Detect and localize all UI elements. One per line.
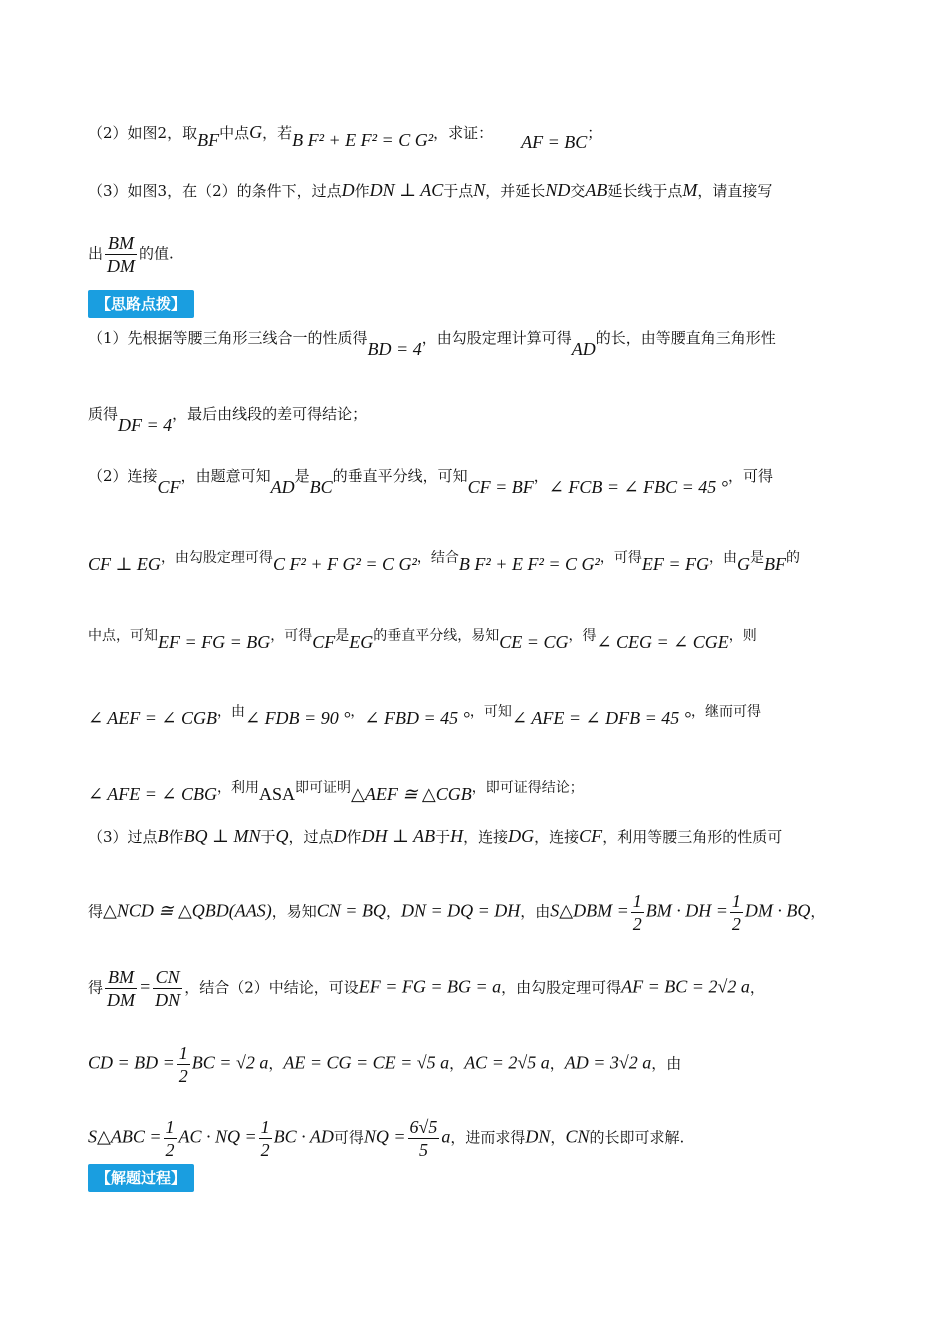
math: CN = BQ xyxy=(316,900,386,921)
math: ASA xyxy=(258,784,295,804)
math: S△ABC = xyxy=(88,1126,162,1147)
math: BF xyxy=(764,554,787,574)
text: ，由 xyxy=(216,704,245,720)
math: BC xyxy=(309,477,333,497)
text: ， xyxy=(350,704,365,720)
math: △AEF ≅ △CGB xyxy=(351,784,472,804)
math: ND xyxy=(545,180,571,200)
text: ，进而求得 xyxy=(450,1128,526,1147)
math: EG xyxy=(349,632,374,652)
text: ，由勾股定理可得 xyxy=(501,978,622,997)
text: ，易知 xyxy=(271,902,317,921)
math: ∠ AFE = ∠ DFB = 45 ° xyxy=(511,708,691,728)
text: 是 xyxy=(335,628,350,644)
text: 可得 xyxy=(333,1128,364,1147)
text: ，利用等腰三角形的性质可 xyxy=(602,828,783,846)
hint-part-3-line-3 xyxy=(88,966,862,1011)
text: 质得 xyxy=(88,405,119,423)
text: ，由 xyxy=(651,1054,682,1073)
fraction: $\frac{CN}{DN}$ xyxy=(155,967,181,1010)
math: ∠ FBD = 45 ° xyxy=(364,708,470,728)
text: 出 xyxy=(88,244,104,263)
text: 是 xyxy=(294,467,310,485)
math: AF = BC = 2√2 a xyxy=(621,976,750,997)
fraction: $\frac{1}{2}$ xyxy=(731,891,741,934)
question-part-2 xyxy=(88,122,862,152)
math: B F² + E F² = C G² xyxy=(292,130,434,150)
text: ， xyxy=(549,1054,565,1073)
text: 得 xyxy=(88,902,104,921)
math: CF xyxy=(312,632,336,652)
text: （2）如图2，取 xyxy=(88,124,198,142)
text: ， xyxy=(268,1054,284,1073)
text: ，由勾股定理计算可得 xyxy=(421,329,572,347)
math: AC · NQ = xyxy=(178,1126,257,1147)
text: ，连接 xyxy=(463,828,509,846)
math: BQ ⊥ MN xyxy=(183,826,261,846)
math: DF = 4 xyxy=(118,415,173,435)
text: 中点 xyxy=(219,124,250,142)
math: B F² + E F² = C G² xyxy=(458,554,600,574)
hint-part-3-line-2 xyxy=(88,890,862,935)
text: ，则 xyxy=(728,628,757,644)
math: CN xyxy=(565,1126,590,1147)
math: DG xyxy=(508,826,535,846)
text: 的值. xyxy=(139,244,174,263)
text: 中点，可知 xyxy=(88,628,158,644)
math: ∠ CEG = ∠ CGE xyxy=(596,632,729,652)
text: 的垂直平分线，可知 xyxy=(332,467,468,485)
math: H xyxy=(450,826,464,846)
text: ，即可证得结论； xyxy=(471,780,584,796)
question-part-3 xyxy=(88,180,862,201)
text: ，可得 xyxy=(727,467,773,485)
hint-part-2-line-4 xyxy=(88,702,862,729)
text: （2）连接 xyxy=(88,467,158,485)
text: ，可得 xyxy=(599,550,642,566)
text: ，结合（2）中结论，可设 xyxy=(184,978,359,997)
math: NQ = xyxy=(363,1126,406,1147)
math: BM · DH = xyxy=(645,900,728,921)
math: AF = BC xyxy=(521,132,588,152)
math: AB xyxy=(585,180,608,200)
text: 的 xyxy=(786,550,801,566)
math: ∠ AEF = ∠ CGB xyxy=(88,708,217,728)
text: ，过点 xyxy=(288,828,334,846)
math: CF xyxy=(157,477,181,497)
hint-part-1-line-1 xyxy=(88,328,862,359)
math: DM · BQ xyxy=(744,900,811,921)
text: 交 xyxy=(570,182,586,200)
text: ， xyxy=(550,1128,566,1147)
text: 于点 xyxy=(443,182,474,200)
fraction: $\frac{1}{2}$ xyxy=(165,1117,175,1160)
text: ； xyxy=(587,124,603,142)
math: ∠ FCB = ∠ FBC = 45 ° xyxy=(548,477,728,497)
math: G xyxy=(249,122,263,142)
text: ， xyxy=(749,978,765,997)
text: 于 xyxy=(435,828,451,846)
math: a xyxy=(441,1126,451,1147)
hint-part-1-line-2 xyxy=(88,404,862,435)
math: S△DBM = xyxy=(550,900,629,921)
text: ，继而可得 xyxy=(690,704,761,720)
math: CF xyxy=(579,826,603,846)
text: ， xyxy=(385,902,401,921)
math: ∠ AFE = ∠ CBG xyxy=(88,784,217,804)
text: 作 xyxy=(354,182,370,200)
fraction: $\frac{1}{2}$ xyxy=(632,891,642,934)
math: ∠ FDB = 90 ° xyxy=(244,708,351,728)
math: BC · AD xyxy=(273,1126,334,1147)
question-part-3-ratio xyxy=(88,232,862,277)
math: AD xyxy=(270,477,295,497)
math: EF = FG = BG = a xyxy=(358,976,502,997)
text: ，由题意可知 xyxy=(180,467,271,485)
math: DN xyxy=(525,1126,551,1147)
math: DN ⊥ AC xyxy=(369,180,444,200)
math: AD = 3√2 a xyxy=(564,1052,652,1073)
math: EF = FG xyxy=(641,554,710,574)
text: ，可得 xyxy=(270,628,313,644)
math: C F² + F G² = C G² xyxy=(272,554,417,574)
math: G xyxy=(737,554,751,574)
text: ，利用 xyxy=(216,780,259,796)
text: 得 xyxy=(88,978,104,997)
math: CE = CG xyxy=(499,632,569,652)
fraction: $\frac{6√5}{5}$ xyxy=(409,1117,438,1160)
math: = xyxy=(139,976,152,997)
hint-part-2-line-5 xyxy=(88,778,862,805)
text: ，由 xyxy=(520,902,551,921)
math: CD = BD = xyxy=(88,1052,175,1073)
text: ，得 xyxy=(568,628,597,644)
hint-part-3-line-4 xyxy=(88,1042,862,1087)
math: AC = 2√5 a xyxy=(464,1052,550,1073)
text: 于 xyxy=(260,828,276,846)
hint-part-2-line-3 xyxy=(88,626,862,653)
math: BD = 4 xyxy=(367,339,422,359)
math: DH ⊥ AB xyxy=(361,826,436,846)
math: AE = CG = CE = √5 a xyxy=(283,1052,450,1073)
math: CF ⊥ EG xyxy=(88,554,161,574)
text: （3）过点 xyxy=(88,828,158,846)
text: ， xyxy=(449,1054,465,1073)
hint-part-3-line-5 xyxy=(88,1116,862,1161)
text: 是 xyxy=(750,550,765,566)
hint-part-3-line-1 xyxy=(88,826,862,847)
math: AD xyxy=(571,339,596,359)
hint-part-2-line-2 xyxy=(88,548,862,575)
text: ，求证： xyxy=(433,124,494,142)
text: ，最后由线段的差可得结论； xyxy=(172,405,368,423)
text: （3）如图3，在（2）的条件下，过点 xyxy=(88,182,342,200)
text: ，由勾股定理可得 xyxy=(160,550,273,566)
fraction: $\frac{1}{2}$ xyxy=(178,1043,188,1086)
math: B xyxy=(157,826,169,846)
text: 作 xyxy=(346,828,362,846)
math: △NCD ≅ △QBD(AAS) xyxy=(103,900,272,921)
text: ，并延长 xyxy=(485,182,546,200)
text: 的长即可求解. xyxy=(589,1128,685,1147)
solution-label: 【解题过程】 xyxy=(88,1164,194,1192)
math: BF xyxy=(197,130,220,150)
math: M xyxy=(682,180,698,200)
text: ，由 xyxy=(709,550,738,566)
text: ，结合 xyxy=(416,550,459,566)
text: ，连接 xyxy=(534,828,580,846)
text: 延长线于点 xyxy=(607,182,683,200)
hint-part-2-line-1 xyxy=(88,466,862,497)
math: DN = DQ = DH xyxy=(400,900,521,921)
math: EF = FG = BG xyxy=(158,632,271,652)
text: 的垂直平分线，易知 xyxy=(373,628,500,644)
math: CF = BF xyxy=(467,477,534,497)
text: ，请直接写 xyxy=(697,182,773,200)
math: D xyxy=(333,826,347,846)
text: 作 xyxy=(168,828,184,846)
math: N xyxy=(473,180,486,200)
hint-label: 【思路点拨】 xyxy=(88,290,194,318)
math: Q xyxy=(275,826,289,846)
text: ，可知 xyxy=(469,704,512,720)
math: BC = √2 a xyxy=(191,1052,269,1073)
fraction: $\frac{1}{2}$ xyxy=(260,1117,270,1160)
text: ， xyxy=(810,902,826,921)
text: 即可证明 xyxy=(295,780,351,796)
text: ，若 xyxy=(262,124,293,142)
fraction: $\frac{BM}{DM}$ xyxy=(107,233,136,276)
fraction: $\frac{BM}{DM}$ xyxy=(107,967,136,1010)
math: D xyxy=(341,180,355,200)
text: ， xyxy=(533,467,549,485)
text: （1）先根据等腰三角形三线合一的性质得 xyxy=(88,329,368,347)
text: 的长，由等腰直角三角形性 xyxy=(595,329,776,347)
